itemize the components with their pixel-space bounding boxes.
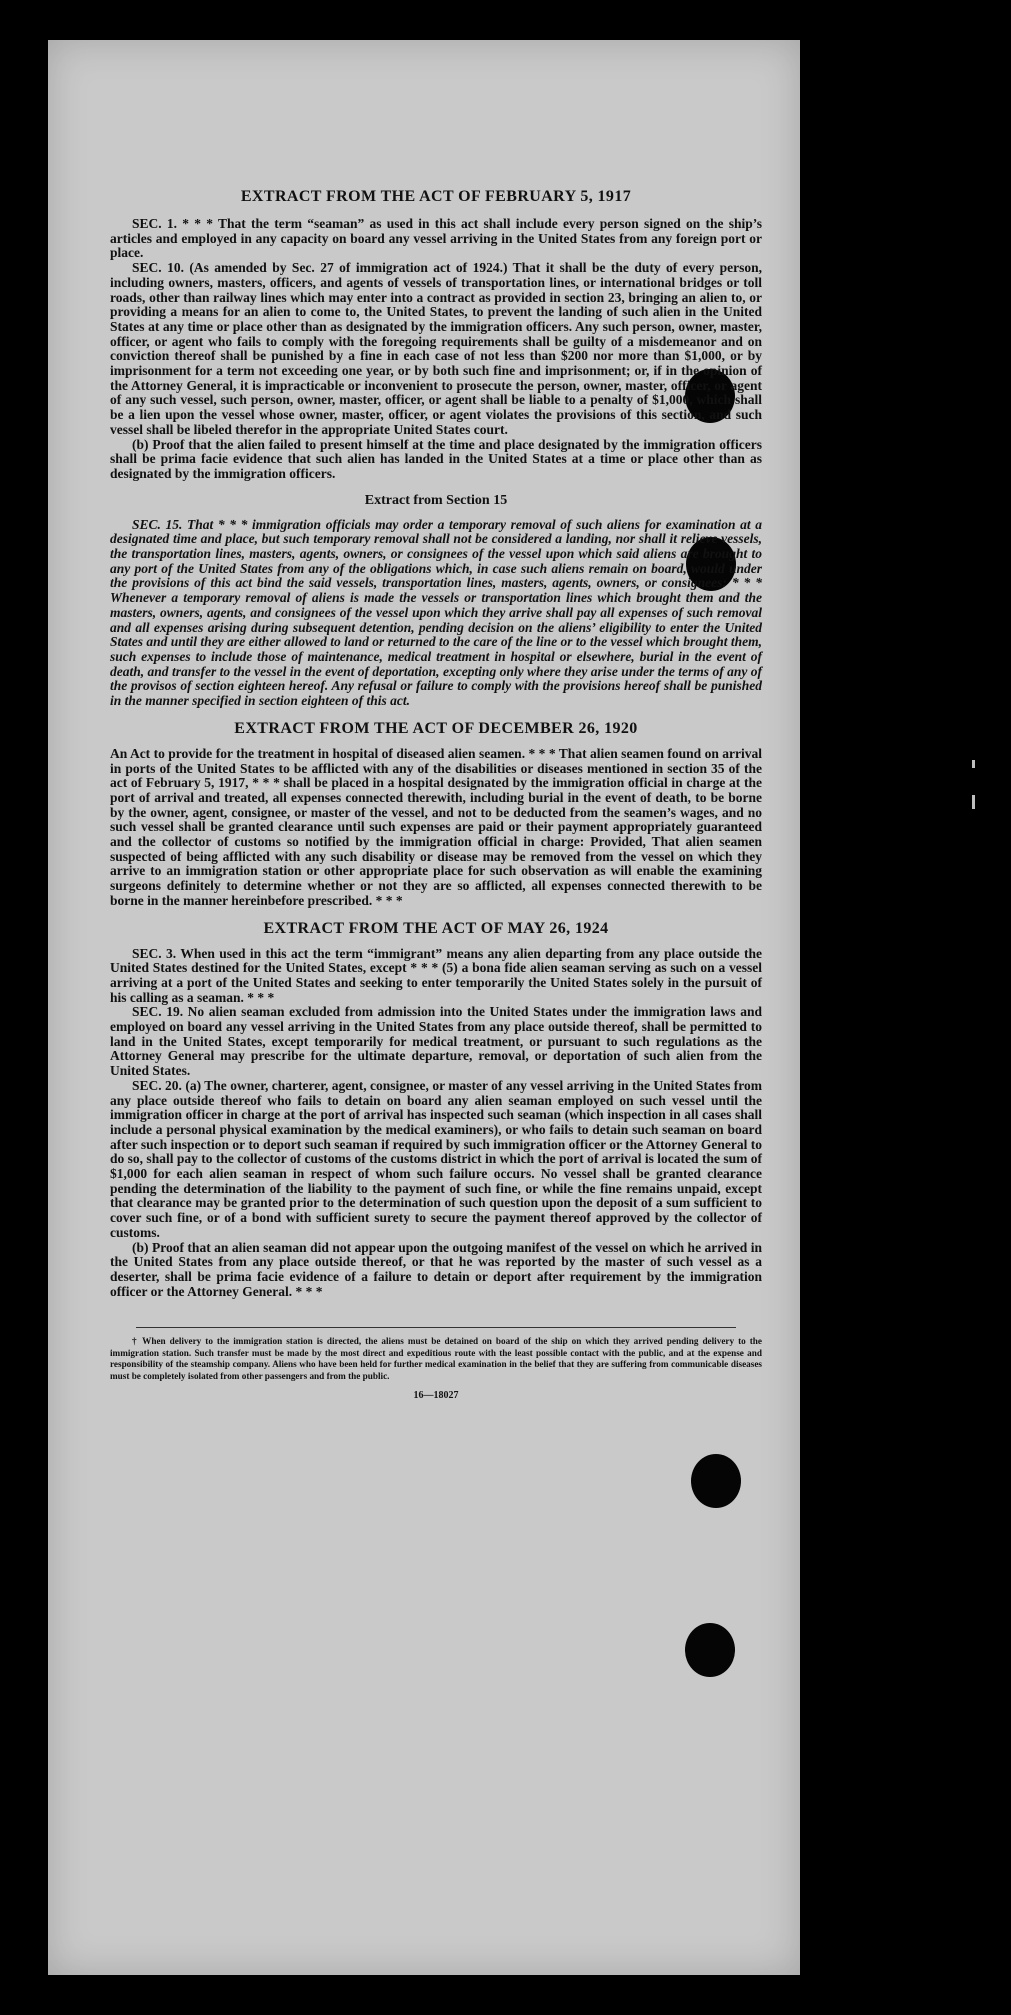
paragraph: SEC. 20. (a) The owner, charterer, agent, consignee, or master of any vessel arriving in the United States from any place outside thereof who fails to detain on board any alien seaman employed on such vessel until the immigration officer in charge at the port of arrival has inspected such seaman (which inspection in all cases shall include a personal physical examination by the medical examiners), or who fails to detain such seaman on board after such inspection or to deport such seaman if required by such immigration officer or the Attorney General to do so, shall pay to the collector of customs of the customs district in which the port of arrival is located the sum of $1,000 for each alien seaman in respect of whom such failure occurs. No vessel shall be granted clearance pending the determination of the liability to the payment of such fine, or while the fine remains unpaid, except that clearance may be granted prior to the determination of such question upon the deposit of a sum sufficient to cover such fine, or of a bond with sufficient surety to secure the payment thereof approved by the collector of customs. (110, 1077, 762, 1240)
paragraph: An Act to provide for the treatment in hospital of diseased alien seamen. * * * That alien seamen found on arrival in ports of the United States to be afflicted with any of the disabilities or diseases mentioned in section 35 of the act of February 5, 1917, * * * shall be placed in a hospital designated by the immigration official in charge at the port of arrival and treated, all expenses connected therewith, including burial in the event of death, to be borne by the owner, agent, consignee, or master of the vessel, and not to be deducted from the seamen’s wages, and no such vessel shall be granted clearance until such expenses are paid or their payment appropriately guaranteed and the collector of customs so notified by the immigration official in charge: Provided, That alien seamen suspected of being afflicted with any such disability or disease may be removed from the vessel on which they arrive to an immigration station or other appropriate place for such observation as will enable the examining surgeons definitely to determine whether or not they are so afflicted, all expenses connected therewith to be borne in the manner hereinbefore prescribed. * * * (110, 745, 762, 908)
paragraph: (b) Proof that the alien failed to present himself at the time and place designated by the immigration officers shall be prima facie evidence that such alien has landed in the United States at a time or place other than as designated by the immigration officers. (110, 436, 762, 481)
footnote (110, 1336, 762, 1382)
section-heading: EXTRACT FROM THE ACT OF DECEMBER 26, 1920 (234, 719, 638, 737)
paragraph: SEC. 15. That * * * immigration officials may order a temporary removal of such aliens for examination at a designated time and place, but such temporary removal shall not be considered a landing, nor shall it relieve vessels, the transportation lines, masters, agents, owners, or consignees of the vessel upon which said aliens are brought to any port of the United States from any of the obligations which, in case such aliens remain on board, would under the provisions of this act bind the said vessels, transportation lines, masters, agents, owners, or consignees: * * * Whenever a temporary removal of aliens is made the vessels or transportation lines which brought them and the masters, owners, agents, and consignees of the vessel upon which they arrive shall pay all expenses of such removal and all expenses arising during subsequent detention, pending decision on the aliens’ eligibility to enter the United States and until they are either allowed to land or returned to the care of the line or to the vessel which brought them, such expenses to include those of maintenance, medical treatment in hospital or elsewhere, burial in the event of death, and transfer to the vessel in the event of deportation, excepting only where they arise under the terms of any of the provisos of section eighteen hereof. Any refusal or failure to comply with the provisions hereof shall be punished in the manner specified in section eighteen of this act. (110, 516, 762, 709)
document-body (110, 187, 762, 1401)
footnote-divider (136, 1327, 736, 1328)
section-heading: EXTRACT FROM THE ACT OF MAY 26, 1924 (263, 919, 609, 937)
paragraph: SEC. 19. No alien seaman excluded from admission into the United States under the immigration laws and employed on board any vessel arriving in the United States from any place outside thereof, shall be permitted to land in the United States, except temporarily for medical treatment, or pursuant to such regulations as the Attorney General may prescribe for the ultimate departure, removal, or deportation of such alien from the United States. (110, 1004, 762, 1079)
film-scratch (972, 795, 975, 809)
paragraph: (b) Proof that an alien seaman did not appear upon the outgoing manifest of the vessel on which he arrived in the United States from any place outside thereof, or that he was reported by the master of such vessel as a deserter, shall be prima facie evidence of a failure to detain or deport after requirement by the immigration officer or the Attorney General. * * * (110, 1239, 762, 1299)
section-act-feb-1917 (110, 187, 762, 482)
paragraph: SEC. 3. When used in this act the term “immigrant” means any alien departing from any place outside the United States destined for the United States, except * * * (5) a bona fide alien seaman serving as such on a vessel arriving at a port of the United States and seeking to enter temporarily the United States solely in the pursuit of his calling as a seaman. * * * (110, 945, 762, 1005)
footnote-text: † When delivery to the immigration station is directed, the aliens must be detained on board of the ship on which they arrived pending delivery to the immigration station. Such transfer must be made by the most direct and expeditious route with the least possible contact with the public, and at the expense and responsibility of the steamship company. Aliens who have been held for further medical examination in the belief that they are suffering from communicable diseases must be completely isolated from other passengers and from the public. (110, 1336, 762, 1381)
document-page (48, 40, 800, 1975)
section-act-dec-1920 (110, 719, 762, 909)
section-heading: Extract from Section 15 (364, 492, 508, 508)
punch-hole (685, 1623, 735, 1677)
paragraph: SEC. 1. * * * That the term “seaman” as used in this act shall include every person signed on the ship’s articles and employed in any capacity on board any vessel arriving in the United States from any foreign port or place. (110, 216, 762, 261)
section-heading: EXTRACT FROM THE ACT OF FEBRUARY 5, 1917 (240, 188, 632, 205)
film-scratch (972, 760, 975, 768)
section-act-may-1924 (110, 919, 762, 1300)
punch-hole (691, 1454, 741, 1508)
section-extract-section-15 (110, 492, 762, 709)
form-number: 16—18027 (413, 1390, 459, 1402)
paragraph: SEC. 10. (As amended by Sec. 27 of immigration act of 1924.) That it shall be the duty of every person, including owners, masters, officers, and agents of vessels of transportation lines, or international bridges or toll roads, other than railway lines which may enter into a contract as provided in section 23, bringing an alien to, or providing a means for an alien to come to, the United States, to prevent the landing of such alien in the United States at any time or place other than as designated by the immigration officers. Any such person, owner, master, officer, or agent who fails to comply with the foregoing requirements shall be guilty of a misdemeanor and on conviction thereof shall be punished by a fine in each case of not less than $200 nor more than $1,000, or by imprisonment for a term not exceeding one year, or by both such fine and imprisonment; or, if in the opinion of the Attorney General, it is impracticable or inconvenient to prosecute the person, owner, master, officer, or agent of any such vessel, such person, owner, master, officer, or agent shall be liable to a penalty of $1,000, which shall be a lien upon the vessel whose owner, master, officer, or agent violates the provisions of this section, and such vessel shall be libeled therefor in the appropriate United States court. (110, 260, 762, 437)
